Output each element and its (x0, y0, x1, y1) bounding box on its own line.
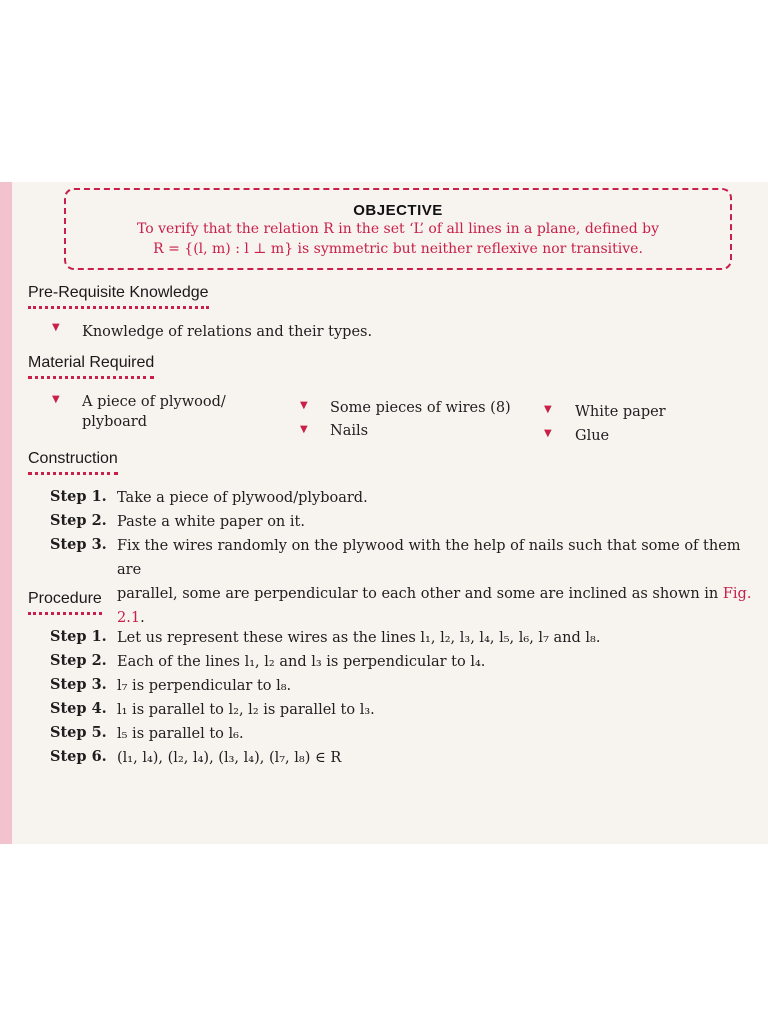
material-item-glue: Glue (575, 428, 610, 444)
procedure-step-label: Step 3. (50, 676, 107, 693)
triangle-down-icon: ▼ (300, 400, 308, 411)
construction-step-label: Step 1. (50, 488, 107, 505)
triangle-down-icon: ▼ (544, 404, 552, 415)
procedure-step-label: Step 5. (50, 724, 107, 741)
procedure-step-label: Step 2. (50, 652, 107, 669)
material-item-nails: Nails (330, 423, 369, 439)
construction-step-text: Take a piece of plywood/plyboard. (117, 490, 368, 506)
procedure-step-text: l₁ is parallel to l₂, l₂ is parallel to l₃. (117, 702, 375, 718)
book-page (0, 182, 768, 844)
construction-step-text: Fix the wires randomly on the plywood with the help of nails such that some of them are parallel, some are perpendicular to each other and some are inclined as shown in Fig. 2.1. (117, 538, 752, 626)
triangle-down-icon: ▼ (300, 424, 308, 435)
prereq-heading: Pre-Requisite Knowledge (28, 284, 209, 309)
construction-step-text: Paste a white paper on it. (117, 514, 305, 530)
procedure-step-text: Let us represent these wires as the lines l₁, l₂, l₃, l₄, l₅, l₆, l₇ and l₈. (117, 630, 601, 646)
procedure-step-label: Step 4. (50, 700, 107, 717)
procedure-step-label: Step 6. (50, 748, 107, 765)
construction-step-label: Step 3. (50, 536, 107, 553)
procedure-step-text: l₇ is perpendicular to l₈. (117, 678, 292, 694)
triangle-down-icon: ▼ (544, 428, 552, 439)
figure-reference-link[interactable]: Fig. 2.1 (117, 586, 752, 626)
triangle-down-icon: ▼ (52, 394, 60, 405)
procedure-step-text: (l₁, l₄), (l₂, l₄), (l₃, l₄), (l₇, l₈) ∈ R (117, 750, 342, 766)
procedure-heading: Procedure (28, 590, 102, 615)
material-item-plywood: A piece of plywood/ plyboard (82, 394, 226, 430)
objective-line-2: R = {(l, m) : l ⊥ m} is symmetric but neither reflexive nor transitive. (153, 241, 643, 257)
material-item-wires: Some pieces of wires (8) (330, 400, 511, 416)
procedure-step-text: l₅ is parallel to l₆. (117, 726, 244, 742)
objective-box (64, 188, 732, 270)
procedure-step-text: Each of the lines l₁, l₂ and l₃ is perpendicular to l₄. (117, 654, 486, 670)
objective-line-1: To verify that the relation R in the set ‘L’ of all lines in a plane, defined by (136, 221, 660, 237)
construction-step-label: Step 2. (50, 512, 107, 529)
prereq-item: Knowledge of relations and their types. (82, 324, 373, 340)
construction-heading: Construction (28, 450, 118, 475)
triangle-down-icon: ▼ (52, 322, 60, 333)
procedure-step-label: Step 1. (50, 628, 107, 645)
material-heading: Material Required (28, 354, 154, 379)
page-edge (0, 182, 12, 844)
objective-title: OBJECTIVE (353, 202, 443, 219)
material-item-white-paper: White paper (575, 404, 666, 420)
